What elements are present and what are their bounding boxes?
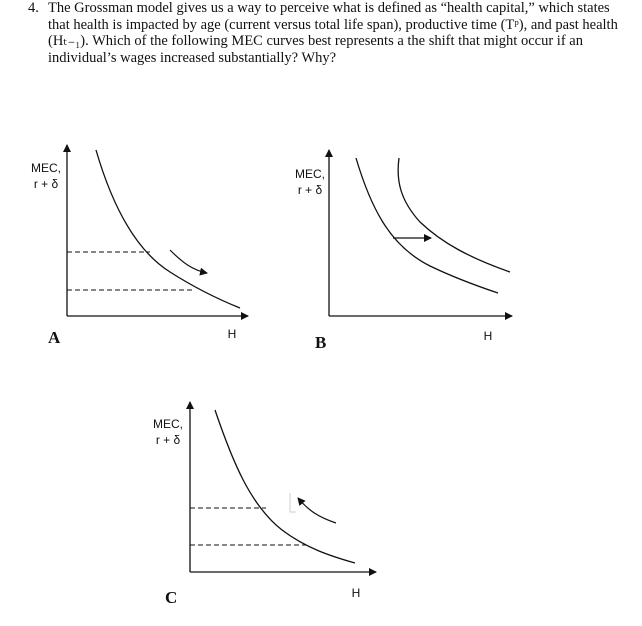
graph-b-mec-curve-shifted: [398, 158, 510, 272]
graph-c-letter: C: [165, 588, 178, 607]
graph-a-letter: A: [48, 328, 61, 347]
graph-a-ylabel-rate: r + δ: [33, 177, 59, 191]
graph-c: [190, 402, 376, 572]
graph-a-shift-arrow: [170, 250, 207, 273]
graph-a-ylabel-mec: MEC,: [31, 161, 61, 175]
graph-a: [67, 145, 248, 316]
graph-b-ylabel-rate: r + δ: [297, 183, 323, 197]
graph-c-xlabel: H: [351, 586, 361, 600]
graph-b-letter: B: [315, 333, 327, 352]
graph-c-ylabel-rate: r + δ: [155, 433, 181, 447]
graph-a-xlabel: H: [227, 327, 237, 341]
graph-c-shift-arrow: [298, 498, 336, 523]
question-number: 4.: [28, 0, 39, 16]
graph-a-mec-curve: [96, 150, 240, 308]
question-text: The Grossman model gives us a way to perceive what is defined as “health capital,” which states that health is impacted by age (current versus total life span), productive time (Tᵖ), and past health (Hₜ₋₁). Which of the following MEC curves best represents a the shift that might occur if an individual’s wages increased substantially? Why?: [48, 0, 618, 66]
graph-c-ylabel-mec: MEC,: [153, 417, 183, 431]
graph-b-ylabel-mec: MEC,: [295, 167, 325, 181]
graph-c-faint-mark: [290, 493, 296, 512]
graph-b: [329, 150, 512, 316]
graph-b-xlabel: H: [483, 329, 493, 343]
graph-c-mec-curve: [215, 410, 355, 563]
graph-b-mec-curve-original: [356, 158, 498, 293]
